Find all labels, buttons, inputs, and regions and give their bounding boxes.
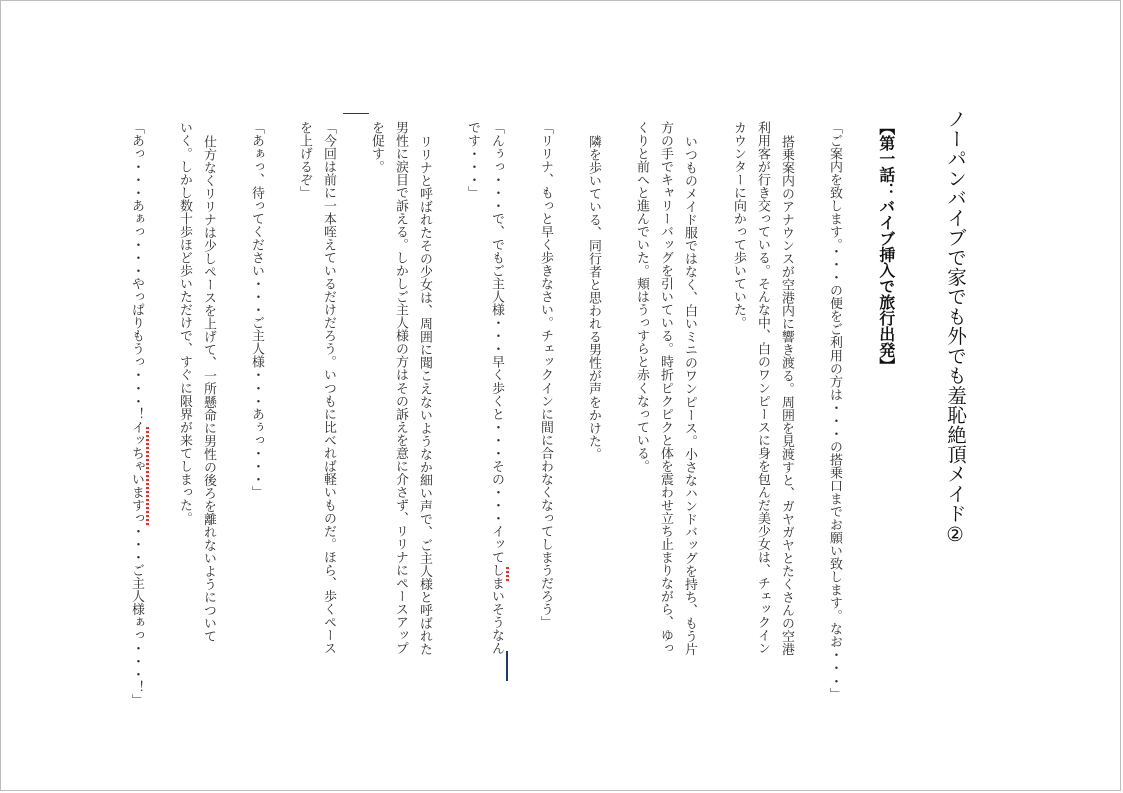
paragraph-line: を上げるぞ」 — [296, 121, 312, 200]
spelling-underline[interactable] — [146, 427, 149, 525]
spelling-underline[interactable] — [506, 567, 509, 583]
chapter-heading: 【第一話：バイブ挿入で旅行出発】 — [876, 119, 896, 374]
paragraph-line: 「今回は前に一本咥えているだけだろう。いつもに比べれば軽いものだ。ほら、歩くペース — [320, 121, 336, 655]
paragraph-line: いつものメイド服ではなく、白いミニのワンピース。小さなハンドバッグを持ち、もう片 — [681, 135, 697, 656]
paragraph-line: くりと前へと進んでいた。頬はうっすらと赤くなっている。 — [633, 121, 649, 473]
paragraph-line: 搭乗案内のアナウンスが空港内に響き渡る。周囲を見渡すと、ガヤガヤとたくさんの空港 — [778, 135, 794, 656]
text-cursor-marker — [343, 113, 369, 114]
paragraph-line: いく。しかし数十歩ほど歩いただけで、すぐに限界が来てしまった。 — [176, 121, 192, 525]
paragraph-line: 「あっ・・・あぁっ・・・やっぱりもうっ・・・！イッちゃいますっ・・・ご主人様ぁっ・・・！」 — [128, 121, 144, 707]
paragraph-line: リリナと呼ばれたその少女は、周囲に聞こえないようなか細い声で、ご主人様と呼ばれた — [416, 135, 432, 656]
paragraph-line: カウンターに向かって歩いていた。 — [730, 121, 746, 330]
paragraph-line: 隣を歩いている、同行者と思われる男性が声をかけた。 — [585, 135, 601, 461]
paragraph-line: です・・・」 — [464, 121, 480, 200]
document-title: ノーパンバイブで家でも外でも羞恥絶頂メイド② — [943, 109, 967, 547]
paragraph-line: 「あぁっ、待ってください・・・ご主人様・・・あぅっ・・・」 — [248, 121, 264, 499]
paragraph-line: 利用客が行き交っている。そんな中、白のワンピースに身を包んだ美少女は、チェックイン — [754, 121, 770, 655]
text-cursor[interactable] — [506, 651, 508, 681]
paragraph-line: 「んぅっ・・・で、でもご主人様・・・早く歩くと・・・その・・・イッてしまいそうなん — [488, 121, 504, 655]
paragraph-line: を促す。 — [368, 121, 384, 174]
paragraph-line: 男性に涙目で訴える。しかしご主人様の方はその訴えを意に介さず、リリナにペースアップ — [392, 121, 408, 655]
paragraph-line: 仕方なくリリナは少しペースを上げて、一所懸命に男性の後ろを離れないようについて — [200, 135, 216, 643]
paragraph-line: 方の手でキャリーバッグを引いている。時折ピクピクと体を震わせ立ち止まりながら、ゆっ — [657, 121, 673, 655]
paragraph-line: 「ご案内を致します。・・・の便をご利用の方は・・・の搭乗口までお願い致します。なお・・・」 — [826, 121, 842, 701]
paragraph-line: 「リリナ、もっと早く歩きなさい。チェックインに間に合わなくなってしまうだろう」 — [537, 121, 553, 629]
